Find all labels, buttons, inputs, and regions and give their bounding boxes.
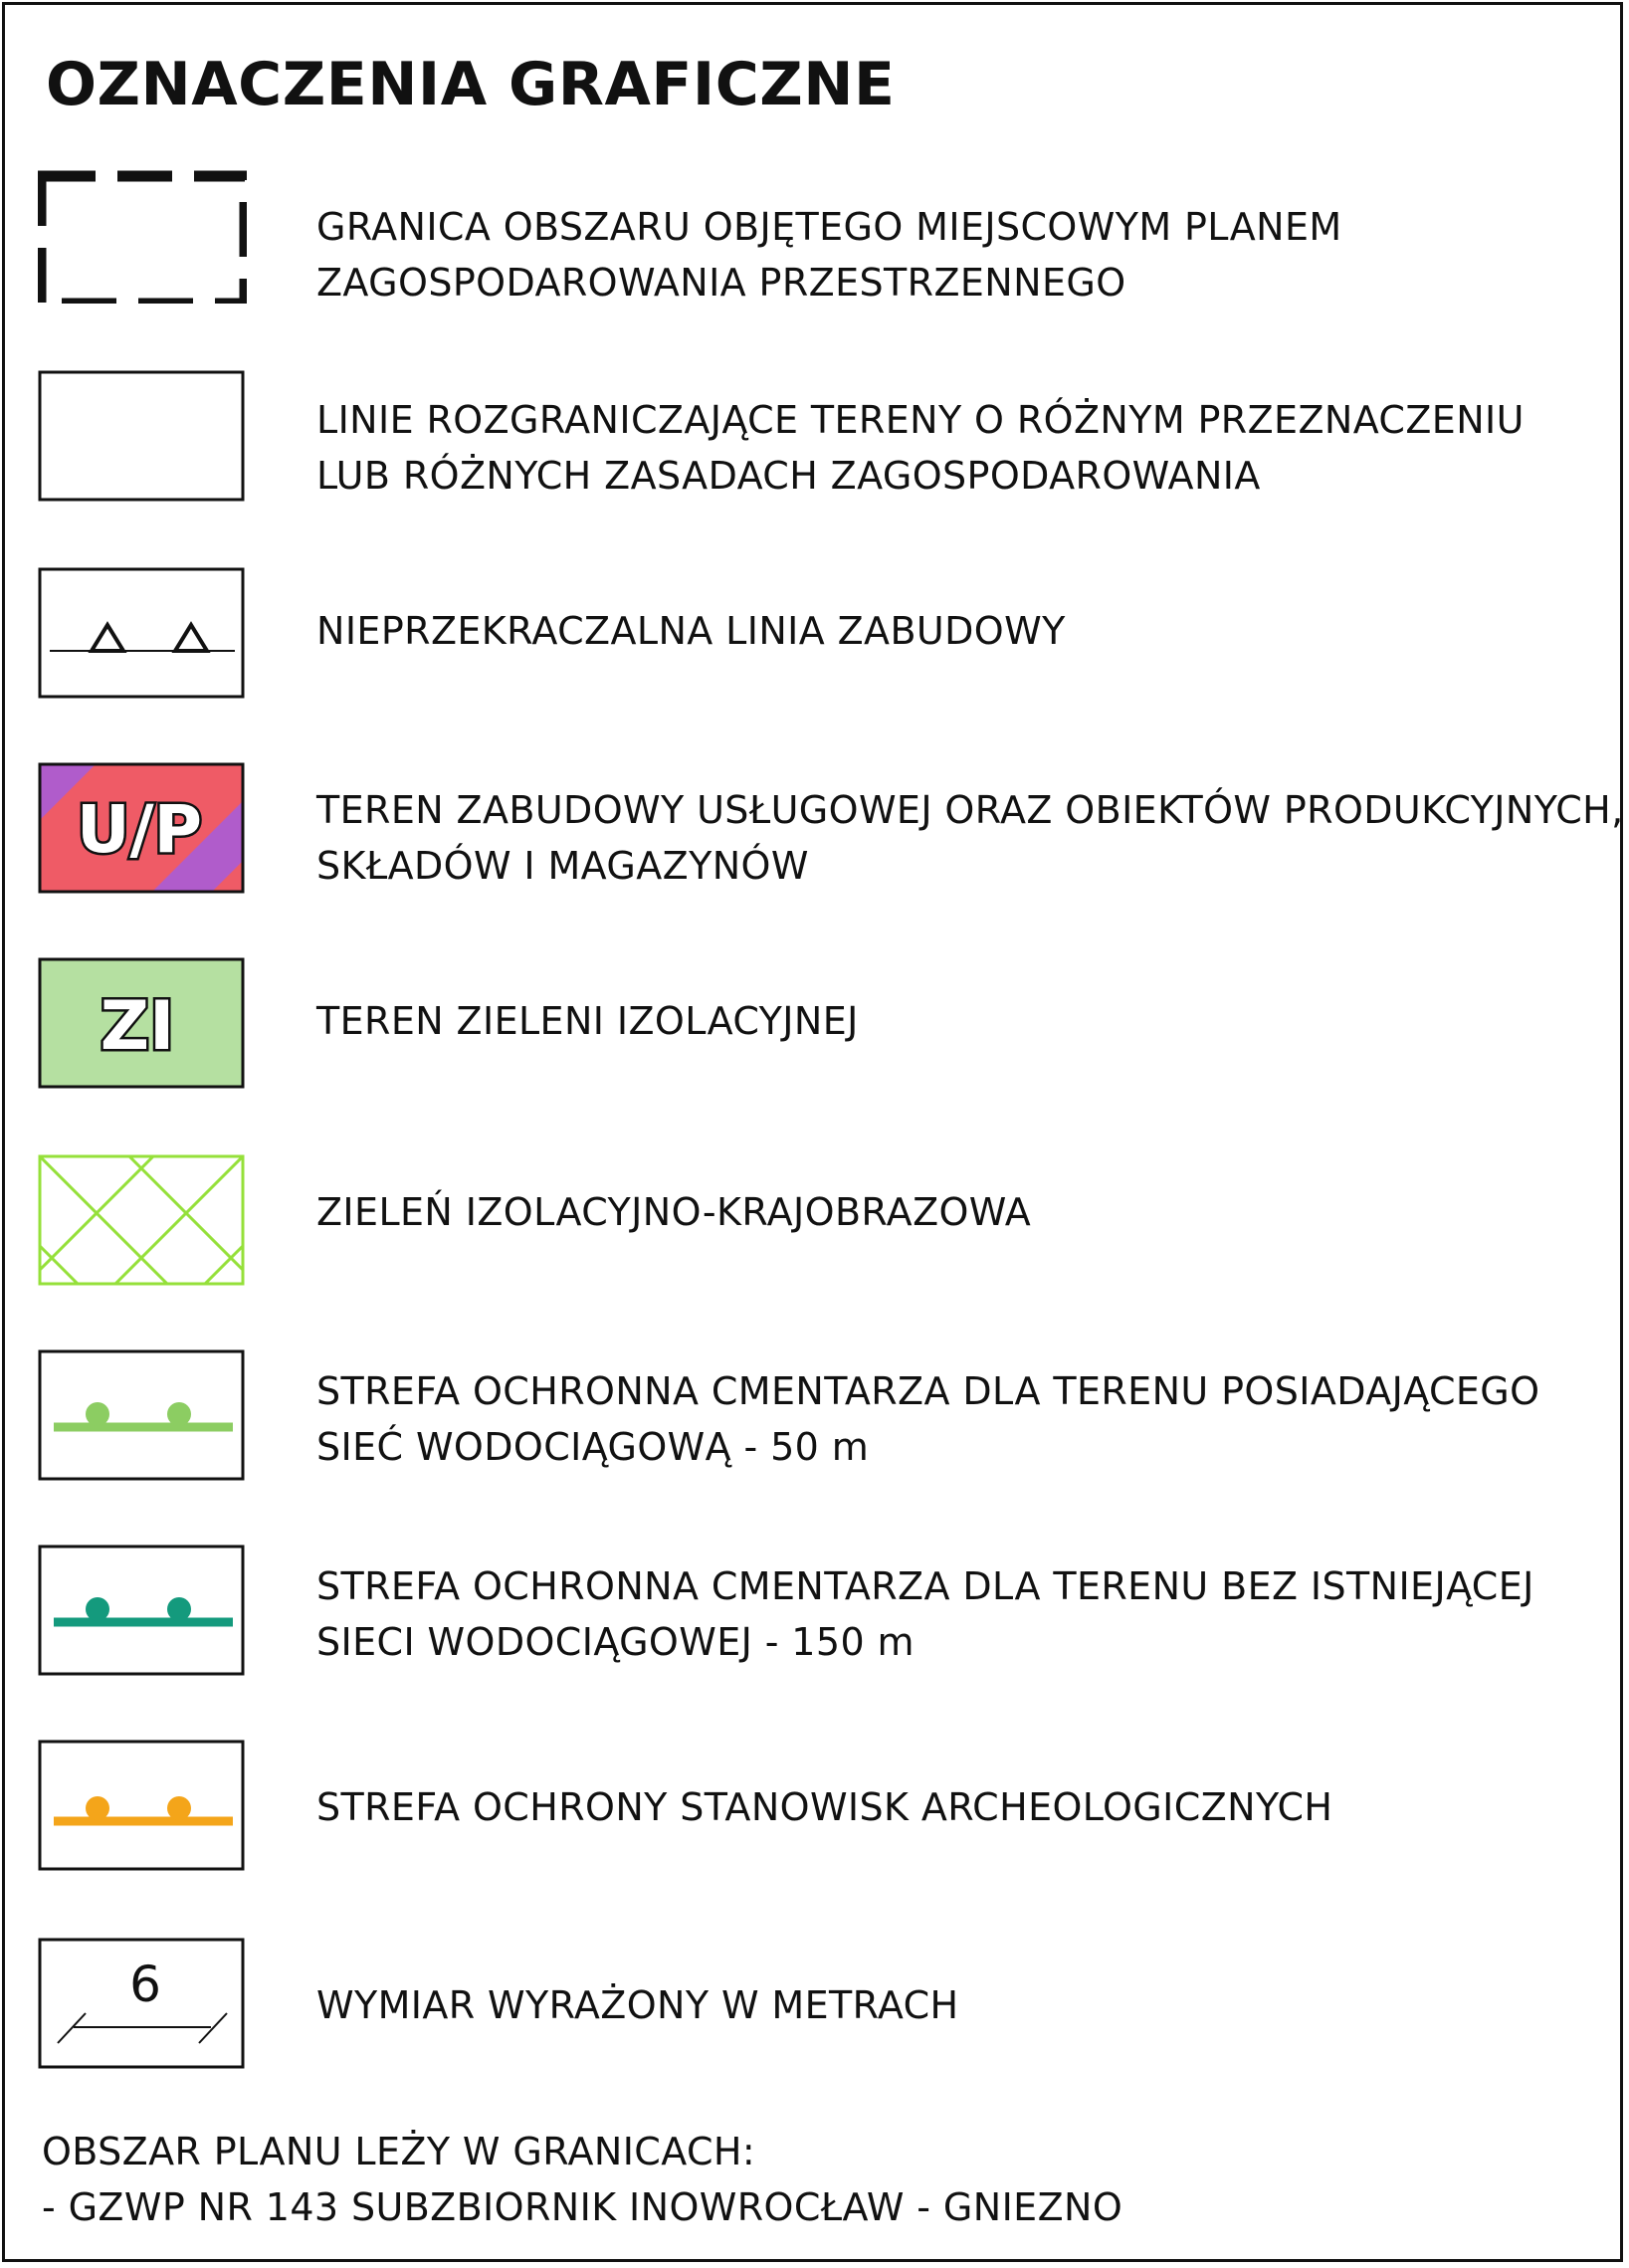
legend-item-archaeology <box>0 1740 1629 1879</box>
label-line: NIEPRZEKRACZALNA LINIA ZABUDOWY <box>316 609 1066 653</box>
legend-label <box>316 199 1342 310</box>
legend-item-dividing-lines <box>0 370 1629 510</box>
zone-code: U/P <box>76 791 203 868</box>
legend-item-cemetery-50m <box>0 1349 1629 1489</box>
legend-label <box>316 1184 1031 1240</box>
legend-item-crosshatch <box>0 1154 1629 1294</box>
dot-line-symbol <box>38 1740 247 1874</box>
legend-frame <box>2 2 1623 2262</box>
label-line: STREFA OCHRONNA CMENTARZA DLA TERENU BEZ ISTNIEJĄCEJ <box>316 1564 1534 1608</box>
legend-label <box>316 782 1624 894</box>
zone-code: ZI <box>100 987 175 1066</box>
dot-line-symbol <box>38 1349 247 1484</box>
note-line: - GZWP NR 143 SUBZBIORNIK INOWROCŁAW - GNIEZNO <box>42 2185 1123 2229</box>
legend-item-building-line <box>0 567 1629 707</box>
label-line: SIEĆ WODOCIĄGOWĄ - 50 m <box>316 1425 870 1469</box>
legend-title: OZNACZENIA GRAFICZNE <box>46 50 896 119</box>
label-line: TEREN ZIELENI IZOLACYJNEJ <box>316 999 859 1043</box>
legend-label <box>316 603 1066 659</box>
label-line: SKŁADÓW I MAGAZYNÓW <box>316 844 809 888</box>
label-line: STREFA OCHRONY STANOWISK ARCHEOLOGICZNYCH <box>316 1785 1333 1829</box>
dashed-boundary-symbol <box>38 169 247 304</box>
legend-item-plan-boundary <box>0 169 1629 309</box>
label-line: GRANICA OBSZARU OBJĘTEGO MIEJSCOWYM PLANEM <box>316 205 1342 249</box>
label-line: STREFA OCHRONNA CMENTARZA DLA TERENU POSIADAJĄCEGO <box>316 1369 1540 1413</box>
legend-label <box>316 392 1525 504</box>
legend-label <box>316 1363 1539 1475</box>
label-line: ZIELEŃ IZOLACYJNO-KRAJOBRAZOWA <box>316 1190 1032 1234</box>
label-line: TEREN ZABUDOWY USŁUGOWEJ ORAZ OBIEKTÓW PRODUKCYJNYCH, <box>316 788 1624 832</box>
label-line: ZAGOSPODAROWANIA PRZESTRZENNEGO <box>316 261 1126 305</box>
up-zone-symbol <box>38 762 247 897</box>
plain-border-symbol <box>38 370 247 505</box>
legend-item-dimension <box>0 1938 1629 2077</box>
zi-zone-symbol <box>38 957 247 1092</box>
legend-item-up-zone <box>0 762 1629 902</box>
legend-label <box>316 1558 1534 1670</box>
crosshatch-symbol <box>38 1154 247 1289</box>
dot-line-symbol <box>38 1545 247 1679</box>
note-line: OBSZAR PLANU LEŻY W GRANICACH: <box>42 2130 756 2173</box>
label-line: LUB RÓŻNYCH ZASADACH ZAGOSPODAROWANIA <box>316 454 1261 498</box>
label-line: LINIE ROZGRANICZAJĄCE TERENY O RÓŻNYM PRZEZNACZENIU <box>316 398 1525 442</box>
label-line: SIECI WODOCIĄGOWEJ - 150 m <box>316 1620 915 1664</box>
legend-label <box>316 1977 959 2033</box>
plan-area-note <box>42 2124 1122 2235</box>
legend-label <box>316 1779 1332 1835</box>
label-line: WYMIAR WYRAŻONY W METRACH <box>316 1983 959 2027</box>
dimension-symbol <box>38 1938 247 2072</box>
legend-item-zi-zone <box>0 957 1629 1097</box>
legend-item-cemetery-150m <box>0 1545 1629 1684</box>
triangle-line-symbol <box>38 567 247 702</box>
dimension-value: 6 <box>129 1956 161 2013</box>
legend-label <box>316 993 859 1049</box>
